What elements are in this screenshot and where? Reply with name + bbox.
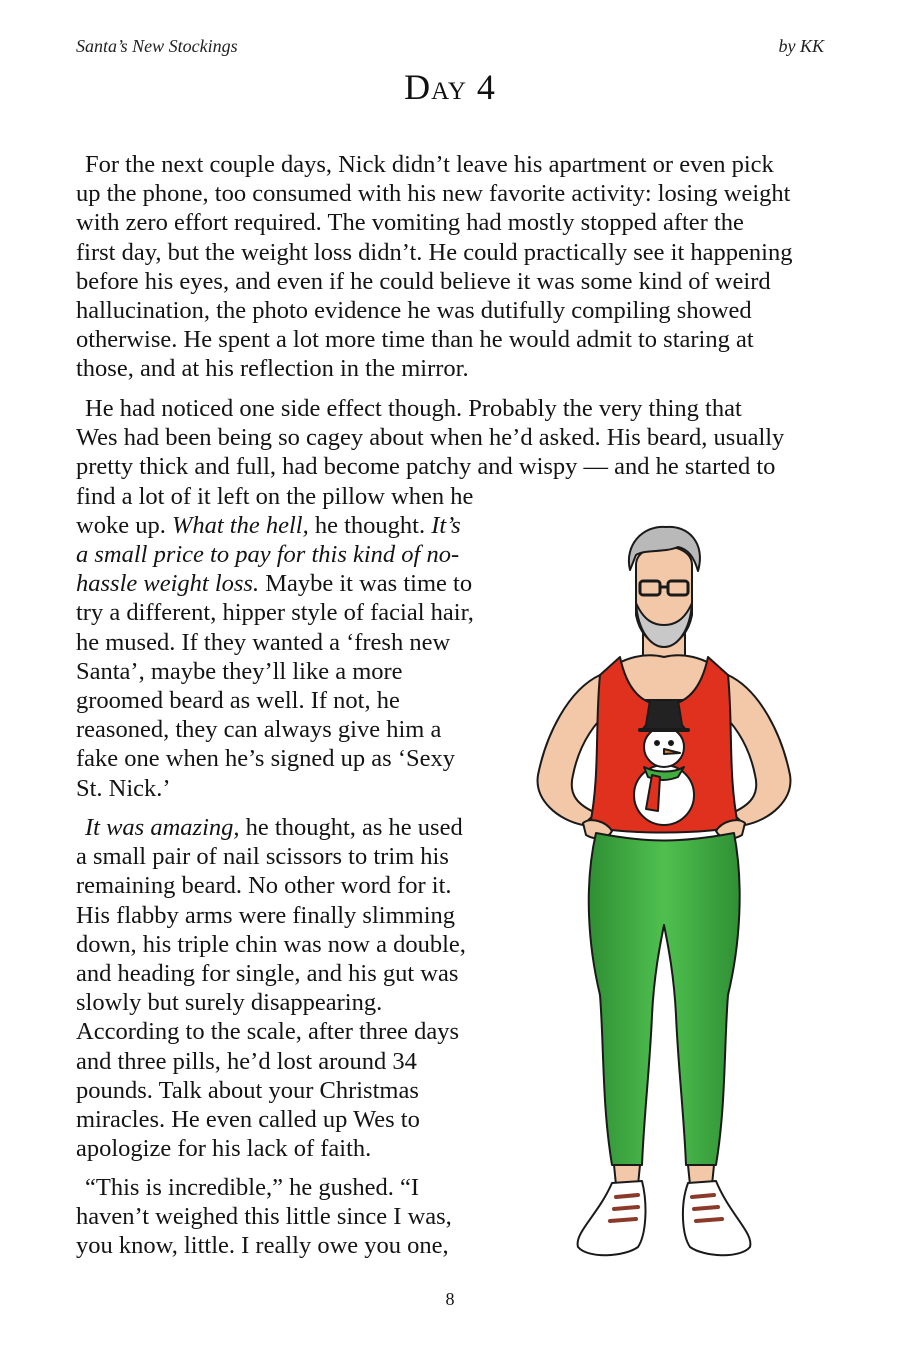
italic-text: hassle weight loss.: [76, 570, 260, 598]
paragraph-4: [76, 1173, 452, 1261]
text-run: apologize for his lack of faith.: [76, 1135, 372, 1163]
text-line: [76, 1231, 452, 1260]
text-run: remaining beard. No other word for it.: [76, 872, 452, 900]
text-run: you know, little. I really owe you one,: [76, 1232, 449, 1260]
text-line: [76, 959, 466, 988]
text-run: a small pair of nail scissors to trim his: [76, 843, 449, 871]
text-line: [76, 930, 466, 959]
text-run: and three pills, he’d lost around 34: [76, 1047, 417, 1075]
text-run: fake one when he’s signed up as ‘Sexy: [76, 745, 455, 773]
text-run: before his eyes, and even if he could believe it was some kind of weird: [76, 267, 771, 295]
text-line: [76, 871, 466, 900]
text-run: slowly but surely disappearing.: [76, 989, 383, 1017]
italic-text: a small price to pay for this kind of no-: [76, 541, 460, 569]
text-run: groomed beard as well. If not, he: [76, 687, 400, 715]
text-line: [76, 1076, 466, 1105]
text-run: up the phone, too consumed with his new favorite activity: losing weight: [76, 180, 791, 208]
page-number: 8: [445, 1289, 455, 1309]
text-run: try a different, hipper style of facial hair,: [76, 599, 474, 627]
text-run: otherwise. He spent a lot more time than he would admit to staring at: [76, 326, 754, 354]
text-run: haven’t weighed this little since I was,: [76, 1203, 452, 1231]
text-run: he thought.: [308, 511, 432, 539]
text-line: [76, 813, 466, 842]
text-line: [76, 988, 466, 1017]
text-run: down, his triple chin was now a double,: [76, 930, 466, 958]
text-run: St. Nick.’: [76, 774, 171, 802]
text-run: find a lot of it left on the pillow when he: [76, 482, 474, 510]
text-run: “This is incredible,” he gushed. “I: [85, 1174, 420, 1201]
text-line: [76, 394, 784, 423]
text-run: and heading for single, and his gut was: [76, 960, 459, 988]
text-run: those, and at his reflection in the mirror.: [76, 355, 469, 383]
running-head-title: Santa’s New Stockings: [76, 36, 238, 56]
text-line: [76, 296, 792, 325]
text-line: [76, 267, 792, 296]
text-run: he thought, as he used: [239, 814, 463, 841]
text-run: with zero effort required. The vomiting had mostly stopped after the: [76, 209, 744, 237]
italic-text: What the hell,: [171, 511, 309, 539]
text-run: woke up.: [76, 511, 172, 539]
text-run: For the next couple days, Nick didn’t leave his apartment or even pick: [85, 151, 774, 178]
text-run: According to the scale, after three days: [76, 1018, 459, 1046]
chapter-title: Day 4: [404, 67, 496, 107]
text-line: [76, 1047, 466, 1076]
text-run: he mused. If they wanted a ‘fresh new: [76, 628, 451, 656]
running-head-author: by KK: [778, 36, 824, 56]
text-line: [76, 179, 792, 208]
text-line: [76, 423, 784, 452]
text-line: [76, 354, 792, 383]
text-run: He had noticed one side effect though. Probably the very thing that: [85, 395, 742, 422]
text-line: [76, 1017, 466, 1046]
leggings: [589, 833, 740, 1165]
character-illustration: [528, 525, 800, 1265]
text-line: [76, 150, 792, 179]
text-line: [76, 1134, 466, 1163]
text-line: [76, 452, 784, 481]
text-run: first day, but the weight loss didn’t. He could practically see it happening: [76, 238, 793, 266]
text-run: Santa’, maybe they’ll like a more: [76, 657, 403, 685]
italic-text: It’s: [431, 511, 461, 539]
paragraph-1: [76, 150, 792, 384]
italic-text: It was amazing,: [85, 814, 240, 841]
text-line: [76, 482, 784, 511]
text-run: His flabby arms were finally slimming: [76, 901, 455, 929]
text-run: pretty thick and full, had become patchy and wispy — and he started to: [76, 453, 776, 481]
text-line: [76, 208, 792, 237]
text-line: [76, 842, 466, 871]
text-line: [76, 238, 792, 267]
text-line: [76, 325, 792, 354]
text-run: Wes had been being so cagey about when he’d asked. His beard, usually: [76, 424, 785, 452]
text-line: [76, 901, 466, 930]
text-run: Maybe it was time to: [259, 570, 473, 598]
text-run: pounds. Talk about your Christmas: [76, 1076, 419, 1104]
text-line: [76, 1173, 452, 1202]
text-line: [76, 1105, 466, 1134]
text-run: reasoned, they can always give him a: [76, 716, 442, 744]
paragraph-3: [76, 813, 466, 1163]
text-run: miracles. He even called up Wes to: [76, 1106, 420, 1134]
text-run: hallucination, the photo evidence he was dutifully compiling showed: [76, 297, 752, 325]
text-line: [76, 1202, 452, 1231]
